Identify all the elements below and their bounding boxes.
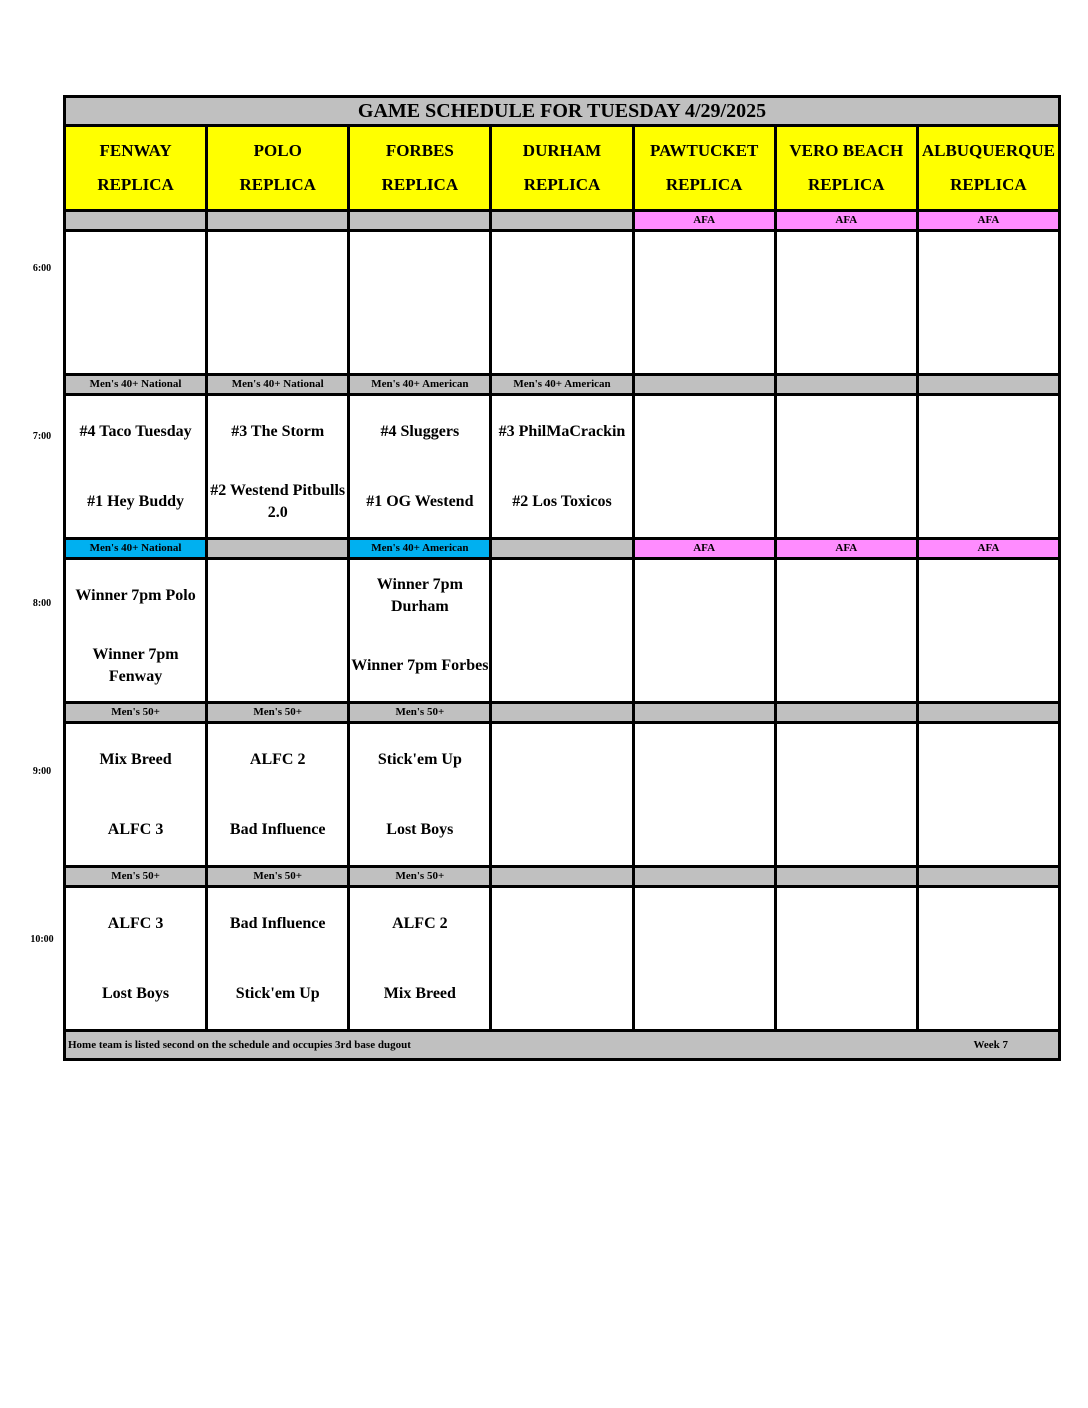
game-cell bbox=[207, 887, 349, 1031]
division-label: AFA bbox=[633, 211, 775, 231]
game-cell bbox=[349, 887, 491, 1031]
away-team bbox=[635, 233, 774, 303]
division-label: Men's 50+ bbox=[349, 703, 491, 723]
field-name: VERO BEACH bbox=[789, 141, 904, 160]
division-label: Men's 50+ bbox=[65, 703, 207, 723]
field-subtitle: REPLICA bbox=[950, 175, 1027, 194]
away-team bbox=[635, 889, 774, 959]
away-team bbox=[919, 889, 1058, 959]
field-subtitle: REPLICA bbox=[381, 175, 459, 194]
game-cell bbox=[207, 559, 349, 703]
away-team: ALFC 2 bbox=[249, 750, 306, 768]
home-team bbox=[635, 303, 774, 373]
game-cell bbox=[633, 395, 775, 539]
division-label: Men's 40+ American bbox=[349, 375, 491, 395]
game-cell bbox=[65, 395, 207, 539]
home-team bbox=[66, 303, 205, 373]
away-team: ALFC 2 bbox=[392, 914, 448, 932]
field-name: FENWAY bbox=[99, 141, 172, 160]
away-team: Mix Breed bbox=[99, 750, 172, 768]
game-cell bbox=[775, 887, 917, 1031]
away-team bbox=[492, 889, 631, 959]
game-cell bbox=[917, 231, 1059, 375]
field-subtitle: REPLICA bbox=[665, 175, 743, 194]
home-team bbox=[777, 303, 916, 373]
field-header bbox=[633, 126, 775, 211]
away-team bbox=[66, 233, 205, 303]
away-team bbox=[777, 889, 916, 959]
away-team bbox=[919, 725, 1058, 795]
field-header bbox=[491, 126, 633, 211]
home-team: Lost Boys bbox=[386, 820, 454, 838]
field-header bbox=[775, 126, 917, 211]
division-label bbox=[633, 703, 775, 723]
field-name: DURHAM bbox=[522, 141, 602, 160]
field-subtitle: REPLICA bbox=[239, 175, 316, 194]
division-label: Men's 40+ National bbox=[65, 539, 207, 559]
division-label bbox=[491, 703, 633, 723]
field-header bbox=[207, 126, 349, 211]
game-cell bbox=[917, 887, 1059, 1031]
game-cell bbox=[633, 723, 775, 867]
game-cell bbox=[65, 231, 207, 375]
division-label bbox=[491, 211, 633, 231]
home-team bbox=[492, 303, 631, 373]
division-label bbox=[633, 867, 775, 887]
home-team bbox=[919, 795, 1058, 865]
game-cell bbox=[349, 395, 491, 539]
division-label bbox=[491, 539, 633, 559]
field-name: PAWTUCKET bbox=[649, 141, 759, 160]
home-team bbox=[635, 795, 774, 865]
time-label: 6:00 bbox=[32, 263, 52, 274]
away-team: Stick'em Up bbox=[377, 750, 462, 768]
division-label: Men's 50+ bbox=[207, 867, 349, 887]
division-label bbox=[207, 539, 349, 559]
field-subtitle: REPLICA bbox=[97, 175, 174, 194]
home-team bbox=[919, 467, 1058, 537]
home-team bbox=[635, 631, 774, 701]
away-team: Winner 7pm Durham bbox=[376, 575, 463, 615]
division-label bbox=[917, 703, 1059, 723]
division-label: Men's 40+ American bbox=[349, 539, 491, 559]
field-header bbox=[65, 126, 207, 211]
division-label: Men's 50+ bbox=[207, 703, 349, 723]
home-team: #2 Westend Pitbulls 2.0 bbox=[210, 481, 346, 521]
field-name: ALBUQUERQUE bbox=[921, 141, 1056, 160]
division-label: Men's 50+ bbox=[65, 867, 207, 887]
game-cell bbox=[917, 395, 1059, 539]
game-cell bbox=[65, 723, 207, 867]
home-team bbox=[777, 959, 916, 1029]
home-team bbox=[919, 959, 1058, 1029]
game-cell bbox=[775, 231, 917, 375]
field-subtitle: REPLICA bbox=[523, 175, 601, 194]
game-cell bbox=[491, 887, 633, 1031]
home-team: Winner 7pm Fenway bbox=[92, 645, 179, 685]
division-label bbox=[491, 867, 633, 887]
division-label: Men's 40+ American bbox=[491, 375, 633, 395]
division-label bbox=[207, 211, 349, 231]
away-team bbox=[635, 725, 774, 795]
home-team: #2 Los Toxicos bbox=[512, 492, 612, 510]
home-team bbox=[919, 631, 1058, 701]
division-label bbox=[775, 375, 917, 395]
home-team bbox=[635, 959, 774, 1029]
field-header bbox=[917, 126, 1059, 211]
week-label: Week 7 bbox=[973, 1039, 1008, 1051]
division-label bbox=[349, 211, 491, 231]
home-team: #1 Hey Buddy bbox=[87, 492, 185, 510]
home-team bbox=[635, 467, 774, 537]
game-cell bbox=[491, 723, 633, 867]
home-team bbox=[208, 303, 347, 373]
division-label: Men's 50+ bbox=[349, 867, 491, 887]
away-team bbox=[777, 233, 916, 303]
away-team bbox=[635, 561, 774, 631]
division-label: AFA bbox=[917, 211, 1059, 231]
away-team bbox=[777, 561, 916, 631]
home-team bbox=[777, 795, 916, 865]
home-team bbox=[919, 303, 1058, 373]
time-label: 10:00 bbox=[30, 934, 54, 945]
away-team bbox=[208, 233, 347, 303]
game-cell bbox=[65, 887, 207, 1031]
field-name: FORBES bbox=[385, 141, 454, 160]
away-team bbox=[635, 397, 774, 467]
division-label: AFA bbox=[775, 539, 917, 559]
game-cell bbox=[491, 395, 633, 539]
footer-note: Home team is listed second on the schedule and occupies 3rd base dugout bbox=[68, 1039, 411, 1051]
game-cell bbox=[917, 559, 1059, 703]
division-label: AFA bbox=[917, 539, 1059, 559]
game-cell bbox=[349, 723, 491, 867]
game-cell bbox=[65, 559, 207, 703]
home-team bbox=[492, 631, 631, 701]
away-team: #4 Taco Tuesday bbox=[79, 422, 192, 440]
division-label: Men's 40+ National bbox=[207, 375, 349, 395]
away-team: Winner 7pm Polo bbox=[75, 586, 196, 604]
time-label: 7:00 bbox=[32, 431, 52, 442]
home-team: Bad Influence bbox=[229, 820, 326, 838]
home-team bbox=[350, 303, 489, 373]
home-team: #1 OG Westend bbox=[366, 492, 474, 510]
division-label bbox=[917, 867, 1059, 887]
game-cell bbox=[775, 559, 917, 703]
field-name: POLO bbox=[253, 141, 302, 160]
away-team bbox=[919, 561, 1058, 631]
home-team: Mix Breed bbox=[383, 984, 456, 1002]
footer bbox=[65, 1031, 1060, 1060]
division-label bbox=[917, 375, 1059, 395]
away-team: #3 The Storm bbox=[231, 422, 325, 440]
away-team: #3 PhilMaCrackin bbox=[498, 422, 626, 440]
division-label bbox=[775, 867, 917, 887]
game-cell bbox=[917, 723, 1059, 867]
home-team: Stick'em Up bbox=[235, 984, 320, 1002]
game-cell bbox=[349, 559, 491, 703]
home-team: Winner 7pm Forbes bbox=[351, 656, 489, 674]
game-cell bbox=[207, 723, 349, 867]
away-team bbox=[492, 725, 631, 795]
game-cell bbox=[633, 231, 775, 375]
home-team bbox=[492, 959, 631, 1029]
division-label: AFA bbox=[775, 211, 917, 231]
field-subtitle: REPLICA bbox=[808, 175, 885, 194]
division-label bbox=[775, 703, 917, 723]
game-cell bbox=[633, 887, 775, 1031]
away-team bbox=[919, 233, 1058, 303]
away-team bbox=[919, 397, 1058, 467]
division-label bbox=[65, 211, 207, 231]
away-team bbox=[492, 233, 631, 303]
away-team: #4 Sluggers bbox=[380, 422, 460, 440]
home-team bbox=[777, 467, 916, 537]
home-team bbox=[208, 631, 347, 701]
field-header bbox=[349, 126, 491, 211]
away-team bbox=[777, 397, 916, 467]
away-team: ALFC 3 bbox=[107, 914, 164, 932]
home-team: Lost Boys bbox=[102, 984, 170, 1002]
page-title: GAME SCHEDULE FOR TUESDAY 4/29/2025 bbox=[65, 97, 1060, 126]
away-team bbox=[492, 561, 631, 631]
division-label: AFA bbox=[633, 539, 775, 559]
time-label: 8:00 bbox=[32, 598, 52, 609]
schedule-table bbox=[63, 95, 1061, 1061]
home-team: ALFC 3 bbox=[107, 820, 164, 838]
game-cell bbox=[491, 231, 633, 375]
game-cell bbox=[207, 231, 349, 375]
game-cell bbox=[491, 559, 633, 703]
away-team bbox=[350, 233, 489, 303]
away-team bbox=[777, 725, 916, 795]
time-label: 9:00 bbox=[32, 766, 52, 777]
home-team bbox=[492, 795, 631, 865]
game-cell bbox=[349, 231, 491, 375]
division-label: Men's 40+ National bbox=[65, 375, 207, 395]
away-team bbox=[208, 561, 347, 631]
division-label bbox=[633, 375, 775, 395]
game-cell bbox=[775, 395, 917, 539]
away-team: Bad Influence bbox=[229, 914, 326, 932]
game-cell bbox=[633, 559, 775, 703]
home-team bbox=[777, 631, 916, 701]
game-cell bbox=[207, 395, 349, 539]
game-cell bbox=[775, 723, 917, 867]
